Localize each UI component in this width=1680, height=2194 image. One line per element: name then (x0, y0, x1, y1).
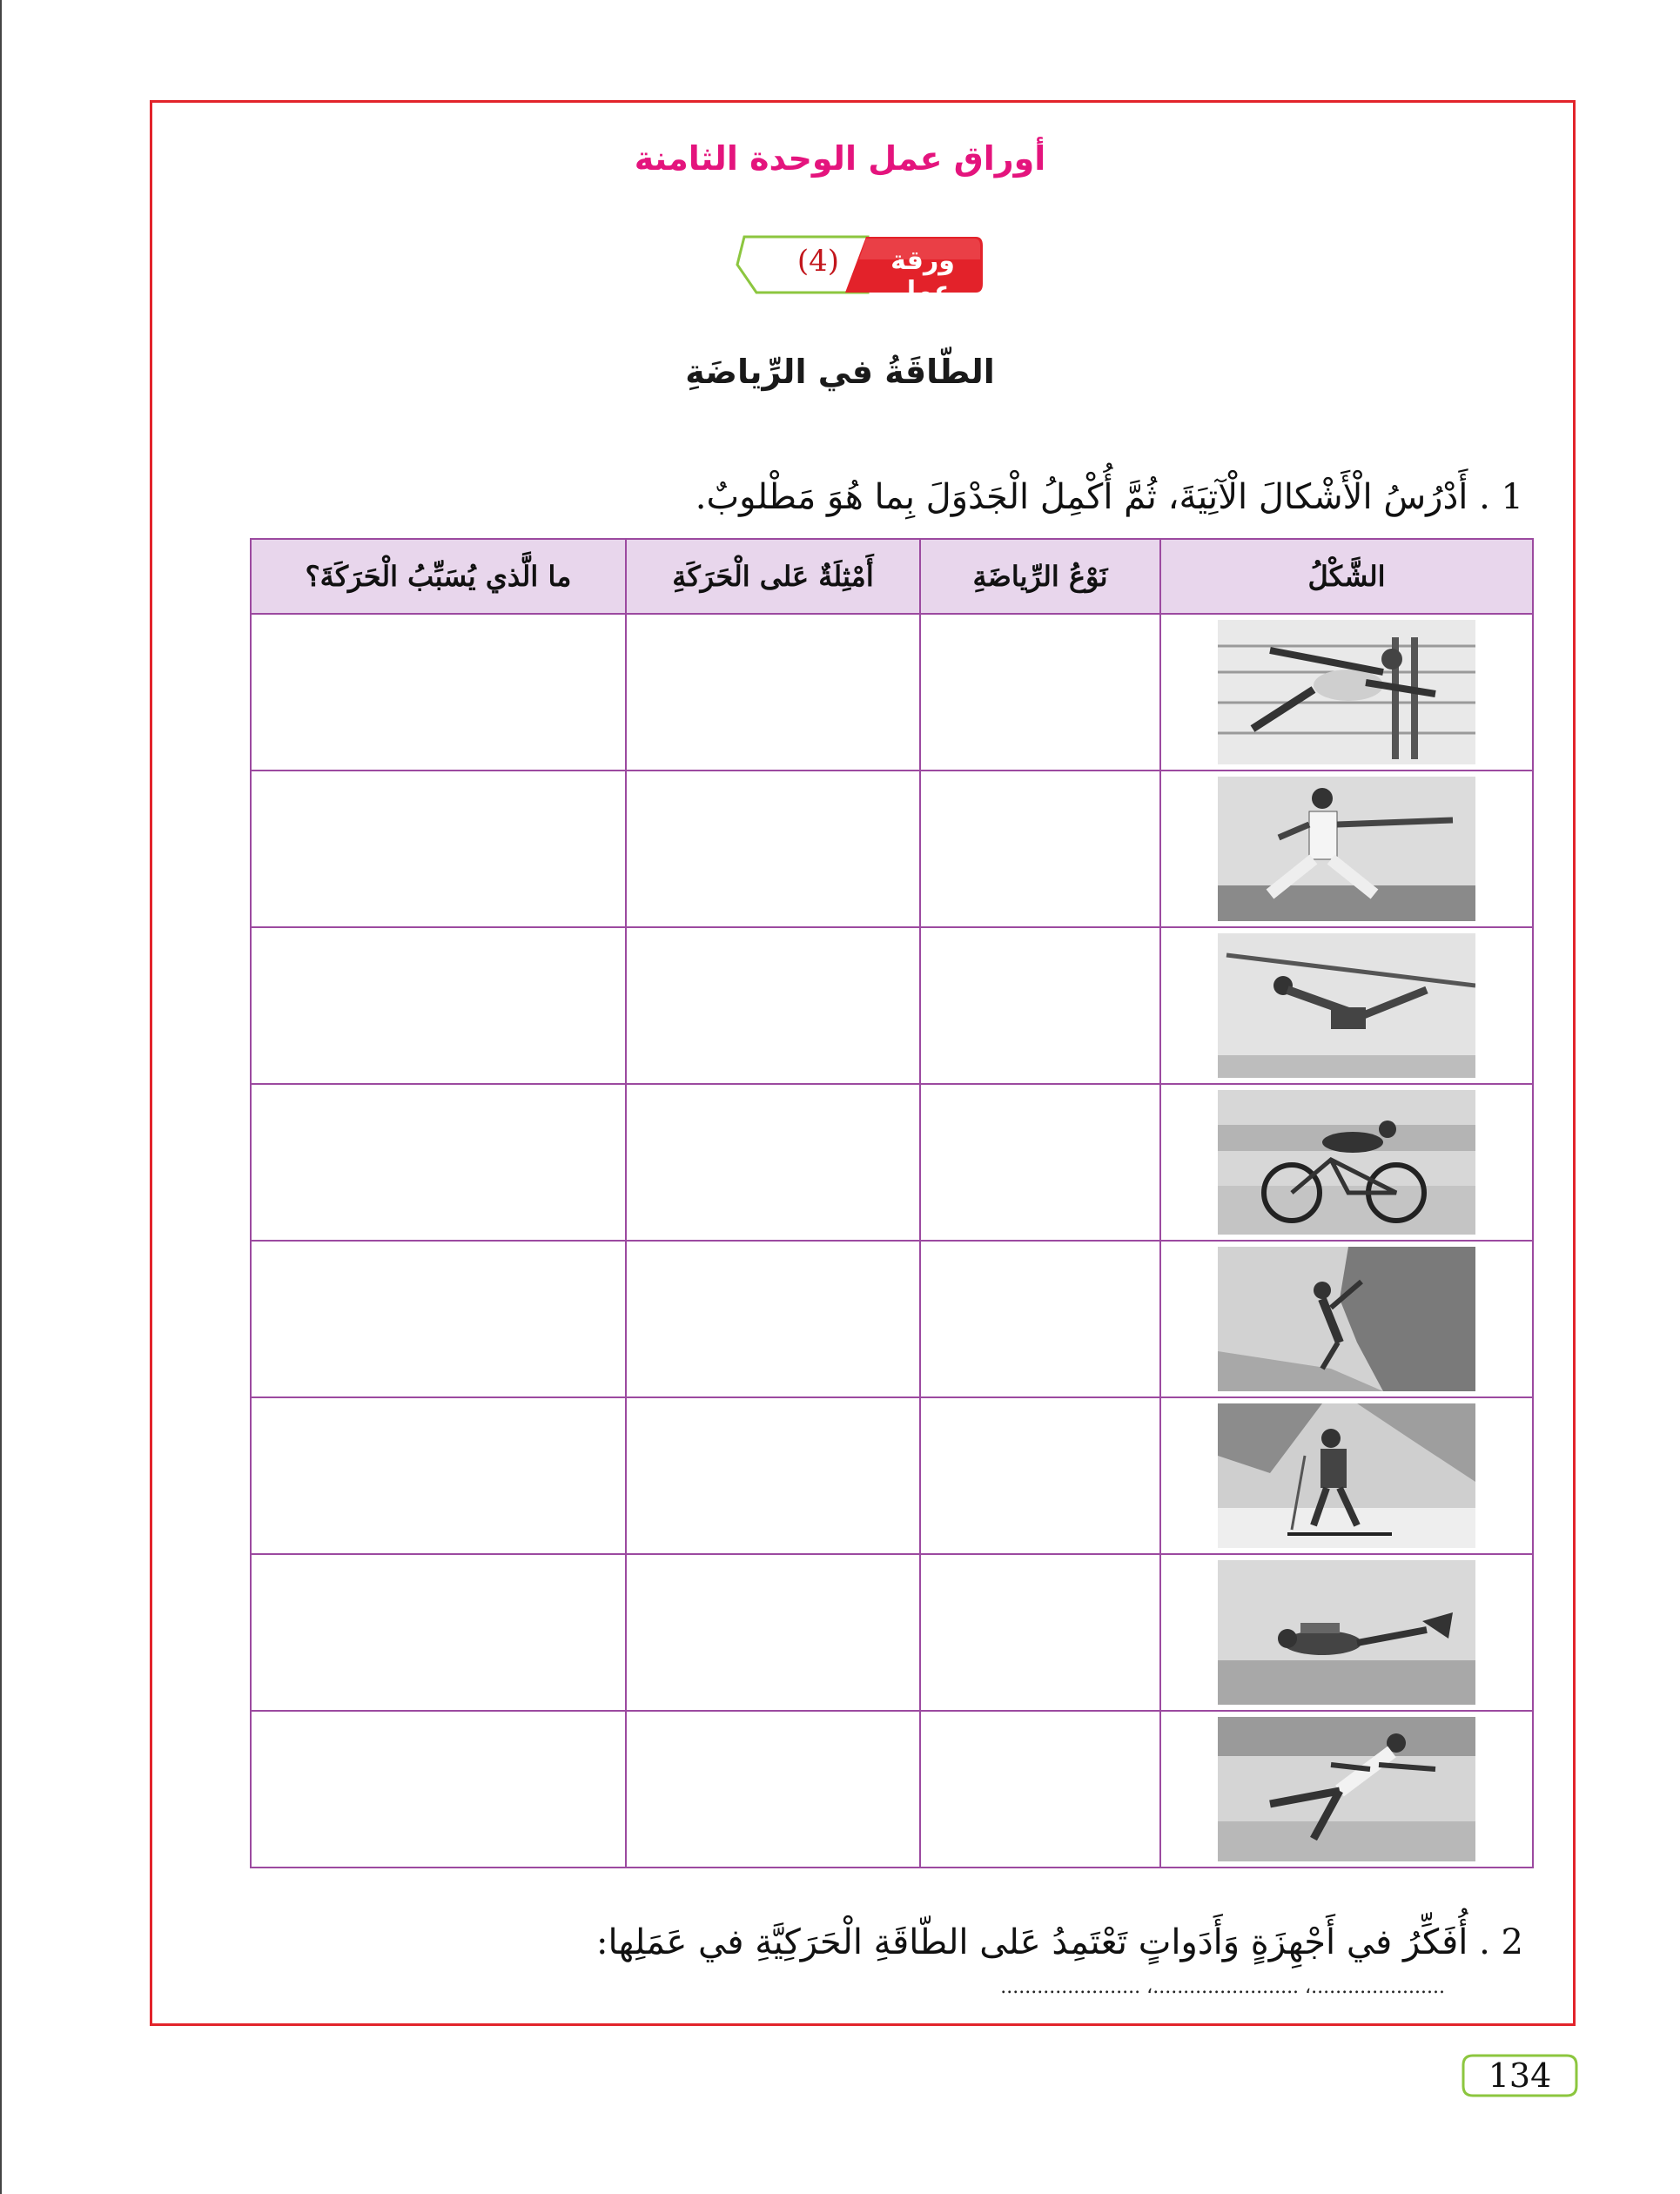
worksheet-number: (4) (796, 244, 840, 279)
diving-photo (1218, 1560, 1475, 1705)
sport-type-cell[interactable] (920, 1554, 1160, 1711)
shape-cell (1160, 1711, 1533, 1868)
question-2: 2 . أُفَكِّرُ في أَجْهِزَةٍ وَأَدَواتٍ تَعْتَمِدُ عَلى الطّاقَةِ الْحَرَكِيَّةِ في عَمَلِها: (595, 1922, 1523, 1962)
shape-cell (1160, 771, 1533, 927)
shape-cell (1160, 1397, 1533, 1554)
table-row (251, 614, 1533, 771)
sprint-photo (1218, 1717, 1475, 1861)
page-number: 134 (1488, 2056, 1552, 2095)
table-row (251, 1084, 1533, 1241)
movement-cause-cell[interactable] (251, 1711, 626, 1868)
header-shape: الشَّكْلُ (1160, 539, 1533, 614)
table-header-row (251, 539, 1533, 614)
movement-cause-cell[interactable] (251, 1241, 626, 1397)
movement-examples-cell[interactable] (626, 1241, 920, 1397)
shape-cell (1160, 927, 1533, 1084)
skiing-photo (1218, 1403, 1475, 1548)
table-row (251, 1241, 1533, 1397)
movement-examples-cell[interactable] (626, 1397, 920, 1554)
header-movement-cause: ما الَّذي يُسَبِّبُ الْحَرَكَةَ؟ (251, 539, 626, 614)
answer-blanks[interactable]: ......................، ........................، ....................... (1000, 1976, 1445, 1998)
page-number-badge (1461, 2053, 1579, 2098)
movement-cause-cell[interactable] (251, 927, 626, 1084)
movement-cause-cell[interactable] (251, 1554, 626, 1711)
climbing-photo (1218, 1247, 1475, 1391)
cycling-photo (1218, 1090, 1475, 1235)
movement-examples-cell[interactable] (626, 1084, 920, 1241)
movement-examples-cell[interactable] (626, 614, 920, 771)
sport-type-cell[interactable] (920, 1084, 1160, 1241)
unit-title: أوراق عمل الوحدة الثامنة (634, 139, 1046, 178)
pole-vault-photo (1218, 933, 1475, 1078)
worksheet-label: ورقة عمل (890, 246, 955, 306)
sport-type-cell[interactable] (920, 1711, 1160, 1868)
worksheet-table (250, 538, 1534, 1868)
sport-type-cell[interactable] (920, 771, 1160, 927)
movement-examples-cell[interactable] (626, 1711, 920, 1868)
movement-cause-cell[interactable] (251, 1397, 626, 1554)
table-row (251, 1711, 1533, 1868)
table-row (251, 927, 1533, 1084)
shape-cell (1160, 1554, 1533, 1711)
movement-cause-cell[interactable] (251, 1084, 626, 1241)
shape-cell (1160, 614, 1533, 771)
movement-examples-cell[interactable] (626, 927, 920, 1084)
movement-examples-cell[interactable] (626, 1554, 920, 1711)
hurdles-photo (1218, 620, 1475, 764)
question-1: 1 . أَدْرُسُ الْأَشْكالَ الْآتِيَةَ، ثُمَّ أُكْمِلُ الْجَدْوَلَ بِما هُوَ مَطْلوبٌ. (695, 477, 1523, 517)
header-sport-type: نَوْعُ الرِّياضَةِ (920, 539, 1160, 614)
shape-cell (1160, 1084, 1533, 1241)
table-row (251, 1554, 1533, 1711)
page-edge-rule (0, 0, 2, 2194)
sport-type-cell[interactable] (920, 1397, 1160, 1554)
sport-type-cell[interactable] (920, 1241, 1160, 1397)
karate-photo (1218, 777, 1475, 921)
worksheet-badge (736, 233, 988, 306)
movement-examples-cell[interactable] (626, 771, 920, 927)
movement-cause-cell[interactable] (251, 614, 626, 771)
shape-cell (1160, 1241, 1533, 1397)
sport-type-cell[interactable] (920, 927, 1160, 1084)
table-row (251, 771, 1533, 927)
movement-cause-cell[interactable] (251, 771, 626, 927)
sport-type-cell[interactable] (920, 614, 1160, 771)
topic-title: الطّاقَةُ في الرِّياضَةِ (685, 353, 995, 391)
table-row (251, 1397, 1533, 1554)
header-movement-examples: أَمْثِلَةٌ عَلى الْحَرَكَةِ (626, 539, 920, 614)
